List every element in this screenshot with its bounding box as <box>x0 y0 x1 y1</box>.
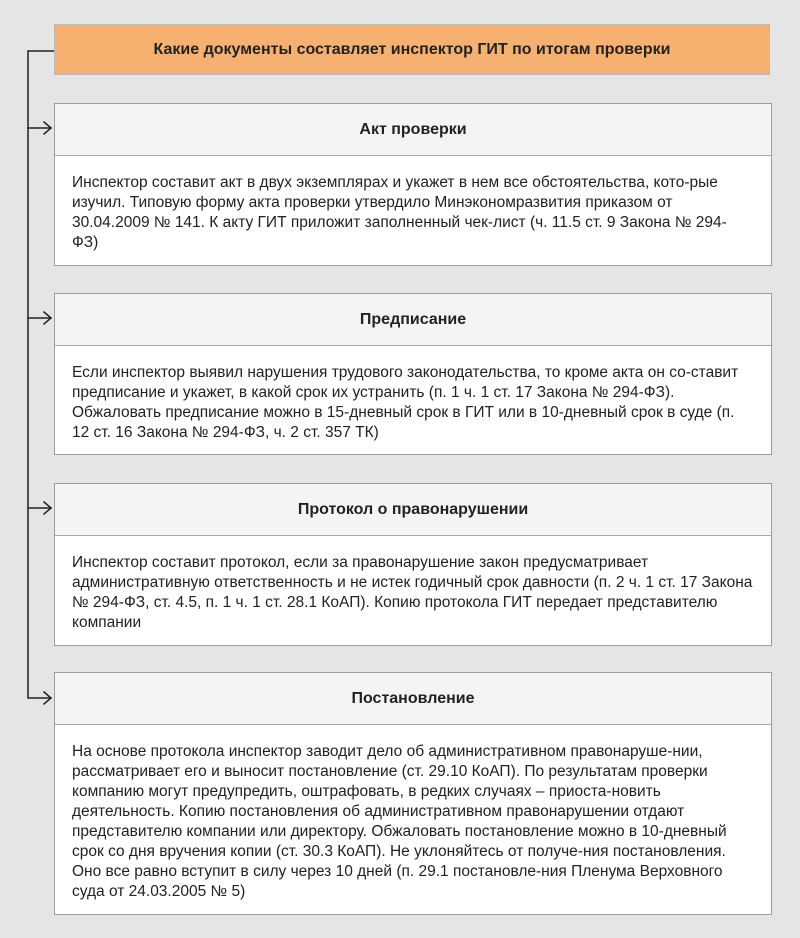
card-text: Инспектор составит акт в двух экземплярах и укажет в нем все обстоятельства, кото-рые изучил. Типовую форму акта проверки утвердило Минэкономразвития приказом от 30.04.2009 № 141. К акту ГИТ приложит заполненный чек-лист (ч. 11.5 ст. 9 Закона № 294-ФЗ) <box>72 174 727 251</box>
card-text: Если инспектор выявил нарушения трудового законодательства, то кроме акта он со-ставит предписание и укажет, в какой срок их устранить (п. 1 ч. 1 ст. 17 Закона № 294-ФЗ). Обжаловать предписание можно в 15-дневный срок в ГИТ или в 10-дневный срок в суде (п. 12 ст. 16 Закона № 294-ФЗ, ч. 2 ст. 357 ТК) <box>72 364 739 441</box>
card-text: Инспектор составит протокол, если за правонарушение закон предусматривает административную ответственность и не истек годичный срок давности (п. 2 ч. 1 ст. 17 Закона № 294-ФЗ, ст. 4.5, п. 1 ч. 1 ст. 28.1 КоАП). Копию протокола ГИТ передает представителю компании <box>72 554 753 631</box>
connector-trunk <box>28 51 54 698</box>
card-title: Предписание <box>55 294 771 346</box>
card-inspection-act <box>54 103 772 266</box>
diagram-title-box <box>54 24 770 75</box>
card-order <box>54 293 772 455</box>
card-title: Постановление <box>55 673 771 725</box>
card-title: Протокол о правонарушении <box>55 484 771 536</box>
card-text: На основе протокола инспектор заводит дело об административном правонаруше-нии, рассматривает его и выносит постановление (ст. 29.10 КоАП). По результатам проверки компанию могут предупредить, оштрафовать, в редких случаях – приоста-новить деятельность. Копию постановления об административном правонарушении отдают представителю компании или директору. Обжаловать постановление можно в 10-дневный срок со дня вручения копии (ст. 30.3 КоАП). Не уклоняйтесь от получе-ния постановления. Оно все равно вступит в силу через 10 дней (п. 29.1 постановле-ния Пленума Верховного суда от 24.03.2005 № 5) <box>72 743 727 900</box>
card-title: Акт проверки <box>55 104 771 156</box>
diagram-title: Какие документы составляет инспектор ГИТ по итогам проверки <box>153 40 671 58</box>
card-resolution <box>54 672 772 915</box>
card-offense-protocol <box>54 483 772 646</box>
